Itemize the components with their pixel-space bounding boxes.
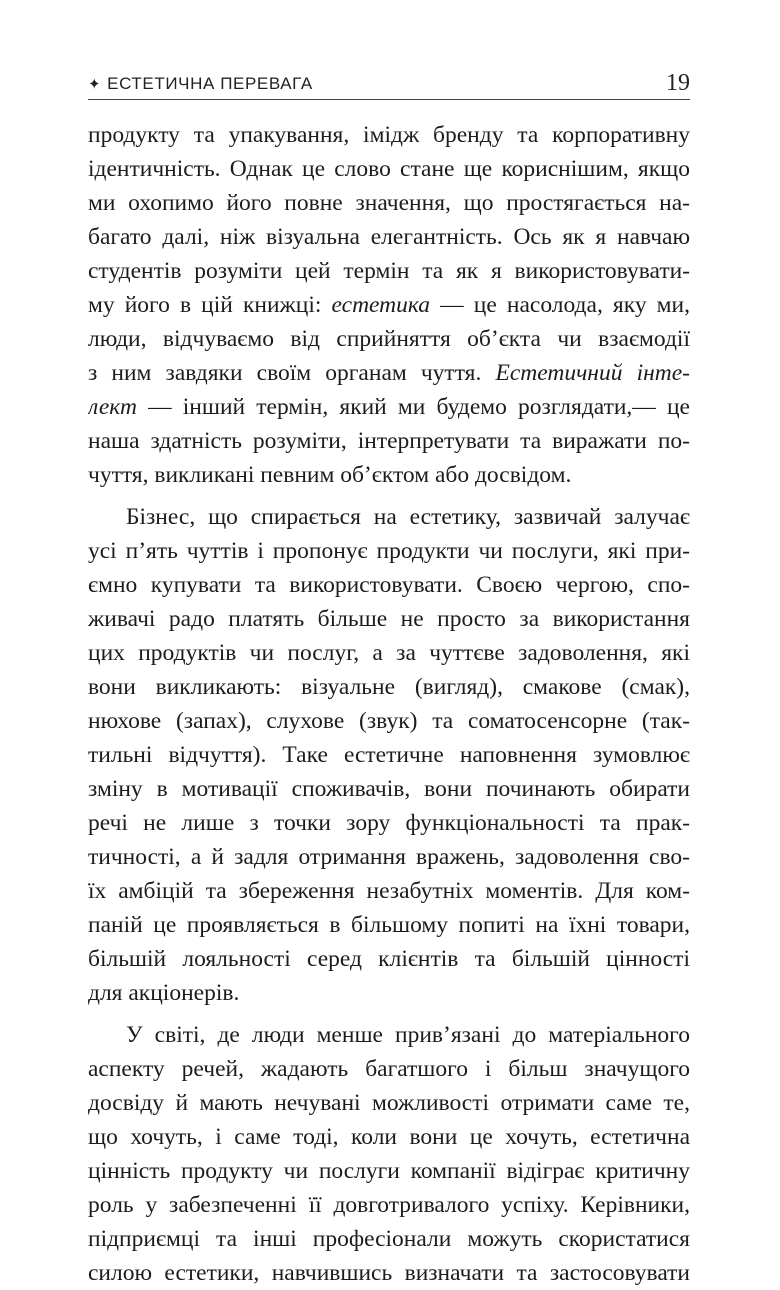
text-line: роль у забезпеченні її довготривалого успіху. Керівники, [88, 1192, 690, 1218]
text-line: живачі радо платять більше не просто за використання [88, 606, 690, 632]
text-line: У світі, де люди менше прив’язані до матеріального [126, 1022, 690, 1048]
text-line: силою естетики, навчившись визначати та застосовувати [88, 1260, 690, 1286]
text-line: цих продуктів чи послуг, а за чуттєве задоволення, які [88, 640, 690, 666]
term-aesthetics: естетика [331, 292, 431, 318]
text-line: ємно купувати та використовувати. Своєю чергою, спо- [88, 572, 690, 598]
text-line: му його в цій книжці: естетика — це насолода, яку ми, [88, 292, 690, 318]
text-line: речі не лише з точки зору функціональності та прак- [88, 810, 690, 836]
paragraph [88, 1018, 690, 1290]
text-line: паній це проявляється в більшому попиті на їхні товари, [88, 912, 690, 938]
text-line: лект — інший термін, який ми будемо розглядати,— це [88, 394, 690, 420]
header-rule [88, 99, 690, 100]
text-line: підприємці та інші професіонали можуть скористатися [88, 1226, 690, 1252]
term-aesthetic-intelligence: Естетичний інте- [495, 360, 690, 386]
text-line: для акціонерів. [88, 980, 240, 1006]
body-text [88, 118, 690, 1290]
text-line: тичності, а й задля отримання вражень, задоволення сво- [88, 844, 690, 870]
text-line: ідентичність. Однак це слово стане ще кориснішим, якщо [88, 156, 690, 182]
page-number: 19 [666, 70, 690, 96]
text-line: люди, відчуваємо від сприйняття об’єкта чи взаємодії [88, 326, 690, 352]
text-line: студентів розуміти цей термін та як я використовувати- [88, 258, 690, 284]
text-line: усі п’ять чуттів і пропонує продукти чи послуги, які при- [88, 538, 690, 564]
text-line: більшій лояльності серед клієнтів та більшій цінності [88, 946, 690, 972]
text-line: їх амбіцій та збереження незабутніх моментів. Для ком- [88, 878, 690, 904]
text-line: багато далі, ніж візуальна елегантність. Ось як я навчаю [88, 224, 690, 250]
text-line: Бізнес, що спирається на естетику, зазвичай залучає [126, 504, 690, 530]
text-line: продукту та упакування, імідж бренду та корпоративну [88, 122, 690, 148]
text-line: досвіду й мають нечувані можливості отримати саме те, [88, 1090, 690, 1116]
text-line: з ним завдяки своїм органам чуття. Естетичний інте- [88, 360, 690, 386]
running-head [88, 70, 690, 102]
text-line: зміну в мотивації споживачів, вони починають обирати [88, 776, 690, 802]
paragraph [88, 500, 690, 1010]
running-head-title [88, 74, 313, 94]
chapter-title: ЕСТЕТИЧНА ПЕРЕВАГА [107, 74, 313, 93]
text-line: аспекту речей, жадають багатшого і більш значущого [88, 1056, 690, 1082]
text-line: чуття, викликані певним об’єктом або досвідом. [88, 462, 572, 488]
text-line: тильні відчуття). Таке естетичне наповнення зумовлює [88, 742, 690, 768]
paragraph [88, 118, 690, 492]
term-aesthetic-intelligence-cont: лект [88, 394, 137, 420]
text-line: цінність продукту чи послуги компанії відіграє критичну [88, 1158, 690, 1184]
text-line: нюхове (запах), слухове (звук) та соматосенсорне (так- [88, 708, 690, 734]
text-line: наша здатність розуміти, інтерпретувати та виражати по- [88, 428, 690, 454]
star-icon: ✦ [88, 76, 102, 93]
text-line: ми охопимо його повне значення, що простягається на- [88, 190, 690, 216]
text-line: вони викликають: візуальне (вигляд), смакове (смак), [88, 674, 690, 700]
text-line: що хочуть, і саме тоді, коли вони це хочуть, естетична [88, 1124, 690, 1150]
